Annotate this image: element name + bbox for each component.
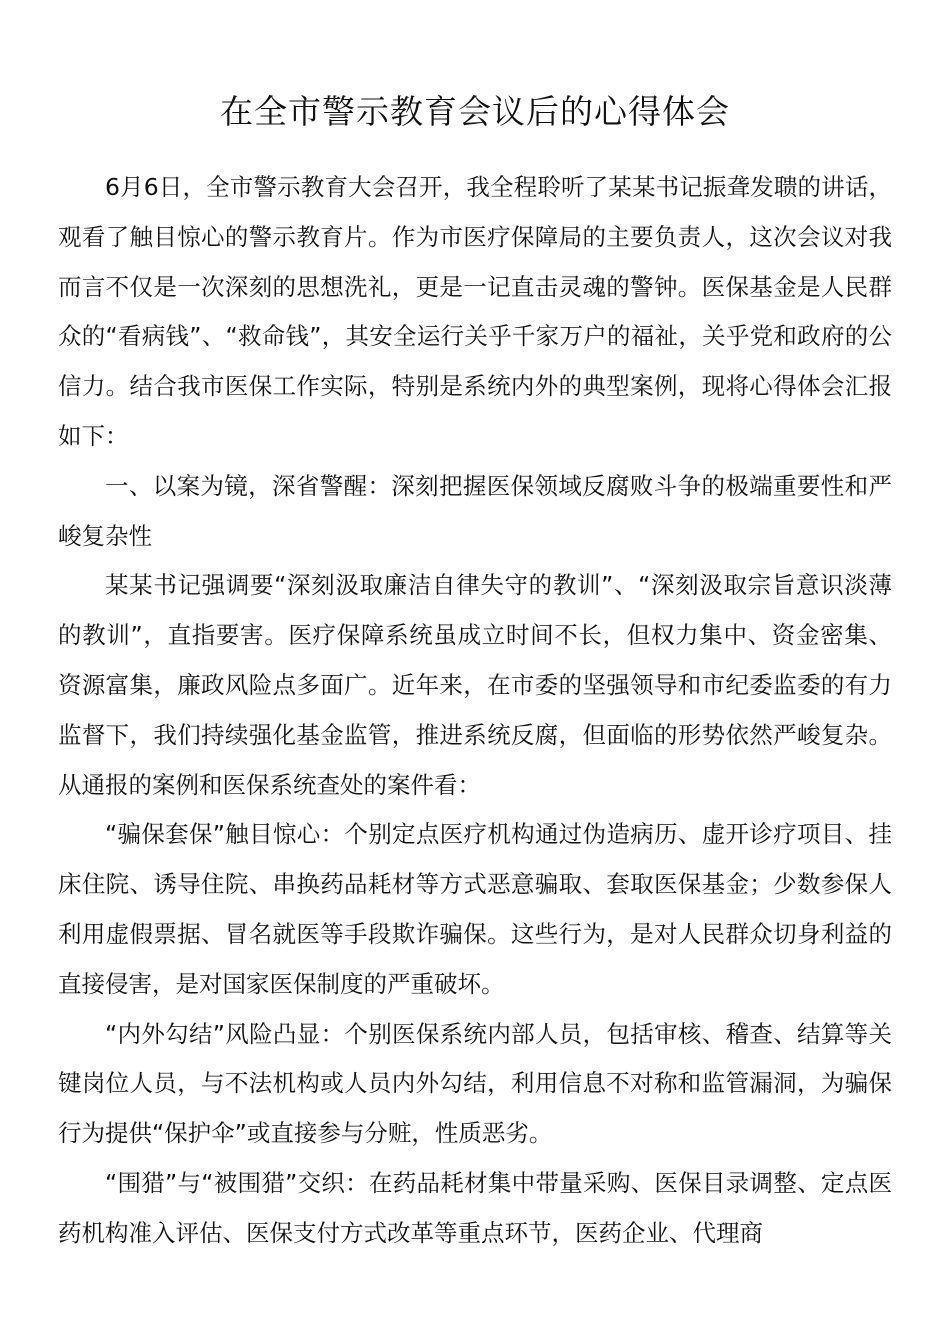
paragraph-collusion: “内外勾结”风险凸显：个别医保系统内部人员，包括审核、稽查、结算等关键岗位人员，与不法机构或人员内外勾结，利用信息不对称和监管漏洞，为骗保行为提供“保护伞”或直接参与分赃，性质恶劣。	[58, 1019, 892, 1148]
document-title: 在全市警示教育会议后的心得体会	[220, 92, 730, 132]
paragraph-hunting: “围猎”与“被围猎”交织：在药品耗材集中带量采购、医保目录调整、定点医药机构准入评估、医保支付方式改革等重点环节，医药企业、代理商	[58, 1168, 892, 1247]
paragraph-warning-lessons: 某某书记强调要“深刻汲取廉洁自律失守的教训”、“深刻汲取宗旨意识淡薄的教训”，直指要害。医疗保障系统虽成立时间不长，但权力集中、资金密集、资源富集，廉政风险点多面广。近年来，在市委的坚强领导和市纪委监委的有力监督下，我们持续强化基金监管，推进系统反腐，但面临的形势依然严峻复杂。从通报的案例和医保系统查处的案件看：	[58, 571, 892, 799]
section-heading-1: 一、以案为镜，深省警醒：深刻把握医保领域反腐败斗争的极端重要性和严峻复杂性	[58, 471, 892, 550]
paragraph-intro: 6月6日，全市警示教育大会召开，我全程聆听了某某书记振聋发聩的讲话，观看了触目惊心的警示教育片。作为市医疗保障局的主要负责人，这次会议对我而言不仅是一次深刻的思想洗礼，更是一记直击灵魂的警钟。医保基金是人民群众的“看病钱”、“救命钱”，其安全运行关乎千家万户的福祉，关乎党和政府的公信力。结合我市医保工作实际，特别是系统内外的典型案例，现将心得体会汇报如下：	[58, 173, 892, 450]
document-body	[58, 163, 892, 1259]
paragraph-fraud: “骗保套保”触目惊心：个别定点医疗机构通过伪造病历、虚开诊疗项目、挂床住院、诱导住院、串换药品耗材等方式恶意骗取、套取医保基金；少数参保人利用虚假票据、冒名就医等手段欺诈骗保。这些行为，是对人民群众切身利益的直接侵害，是对国家医保制度的严重破坏。	[58, 820, 892, 998]
